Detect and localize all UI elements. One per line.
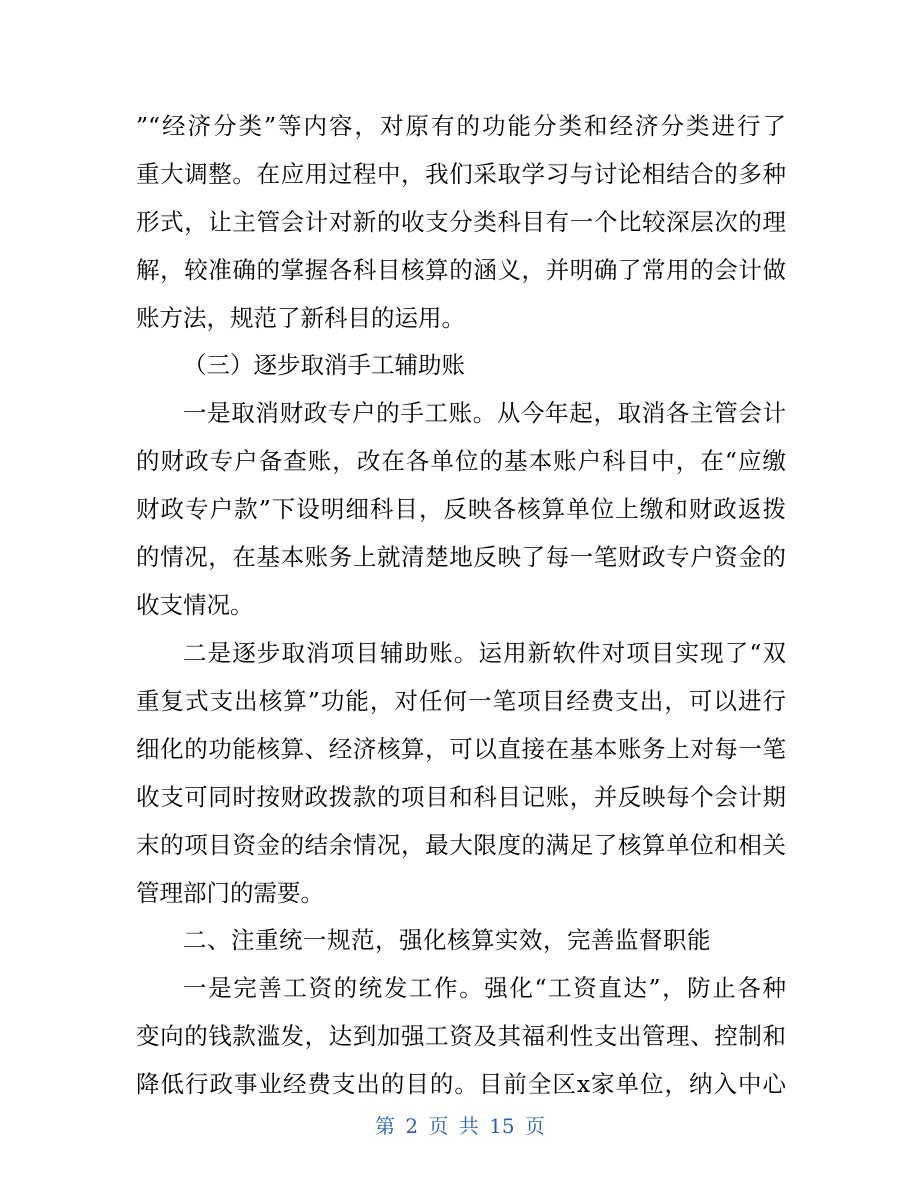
paragraph-line: 重复式支出核算”功能，对任何一笔项目经费支出，可以进行: [136, 687, 786, 715]
paragraph-line: ”“经济分类”等内容，对原有的功能分类和经济分类进行了: [136, 112, 786, 140]
section-heading: （三）逐步取消手工辅助账: [183, 351, 465, 379]
page-number-footer: 第 2 页 共 15 页: [375, 1114, 545, 1138]
paragraph-line: 一是完善工资的统发工作。强化“工资直达”，防止各种: [183, 974, 786, 1002]
paragraph-line: 形式，让主管会计对新的收支分类科目有一个比较深层次的理: [136, 208, 786, 236]
section-heading: 二、注重统一规范，强化核算实效，完善监督职能: [183, 926, 711, 954]
paragraph-line: 解，较准确的掌握各科目核算的涵义，并明确了常用的会计做: [136, 256, 786, 284]
paragraph-line: 一是取消财政专户的手工账。从今年起，取消各主管会计: [183, 399, 786, 427]
paragraph-line: 收支可同时按财政拨款的项目和科目记账，并反映每个会计期: [136, 783, 786, 811]
paragraph-line: 账方法，规范了新科目的运用。: [136, 304, 465, 332]
paragraph-line: 的财政专户备查账，改在各单位的基本账户科目中，在“应缴: [136, 447, 786, 475]
paragraph-line: 变向的钱款滥发，达到加强工资及其福利性支出管理、控制和: [136, 1022, 786, 1050]
paragraph-line: 细化的功能核算、经济核算，可以直接在基本账务上对每一笔: [136, 735, 786, 763]
paragraph-line: 管理部门的需要。: [136, 879, 324, 907]
paragraph-line: 的情况，在基本账务上就清楚地反映了每一笔财政专户资金的: [136, 543, 786, 571]
paragraph-line: 二是逐步取消项目辅助账。运用新软件对项目实现了“双: [183, 639, 786, 667]
paragraph-line: 降低行政事业经费支出的目的。目前全区x家单位，纳入中心: [136, 1070, 786, 1098]
paragraph-line: 重大调整。在应用过程中，我们采取学习与讨论相结合的多种: [136, 160, 786, 188]
paragraph-line: 收支情况。: [136, 591, 254, 619]
paragraph-line: 末的项目资金的结余情况，最大限度的满足了核算单位和相关: [136, 831, 786, 859]
paragraph-line: 财政专户款”下设明细科目，反映各核算单位上缴和财政返拨: [136, 495, 786, 523]
